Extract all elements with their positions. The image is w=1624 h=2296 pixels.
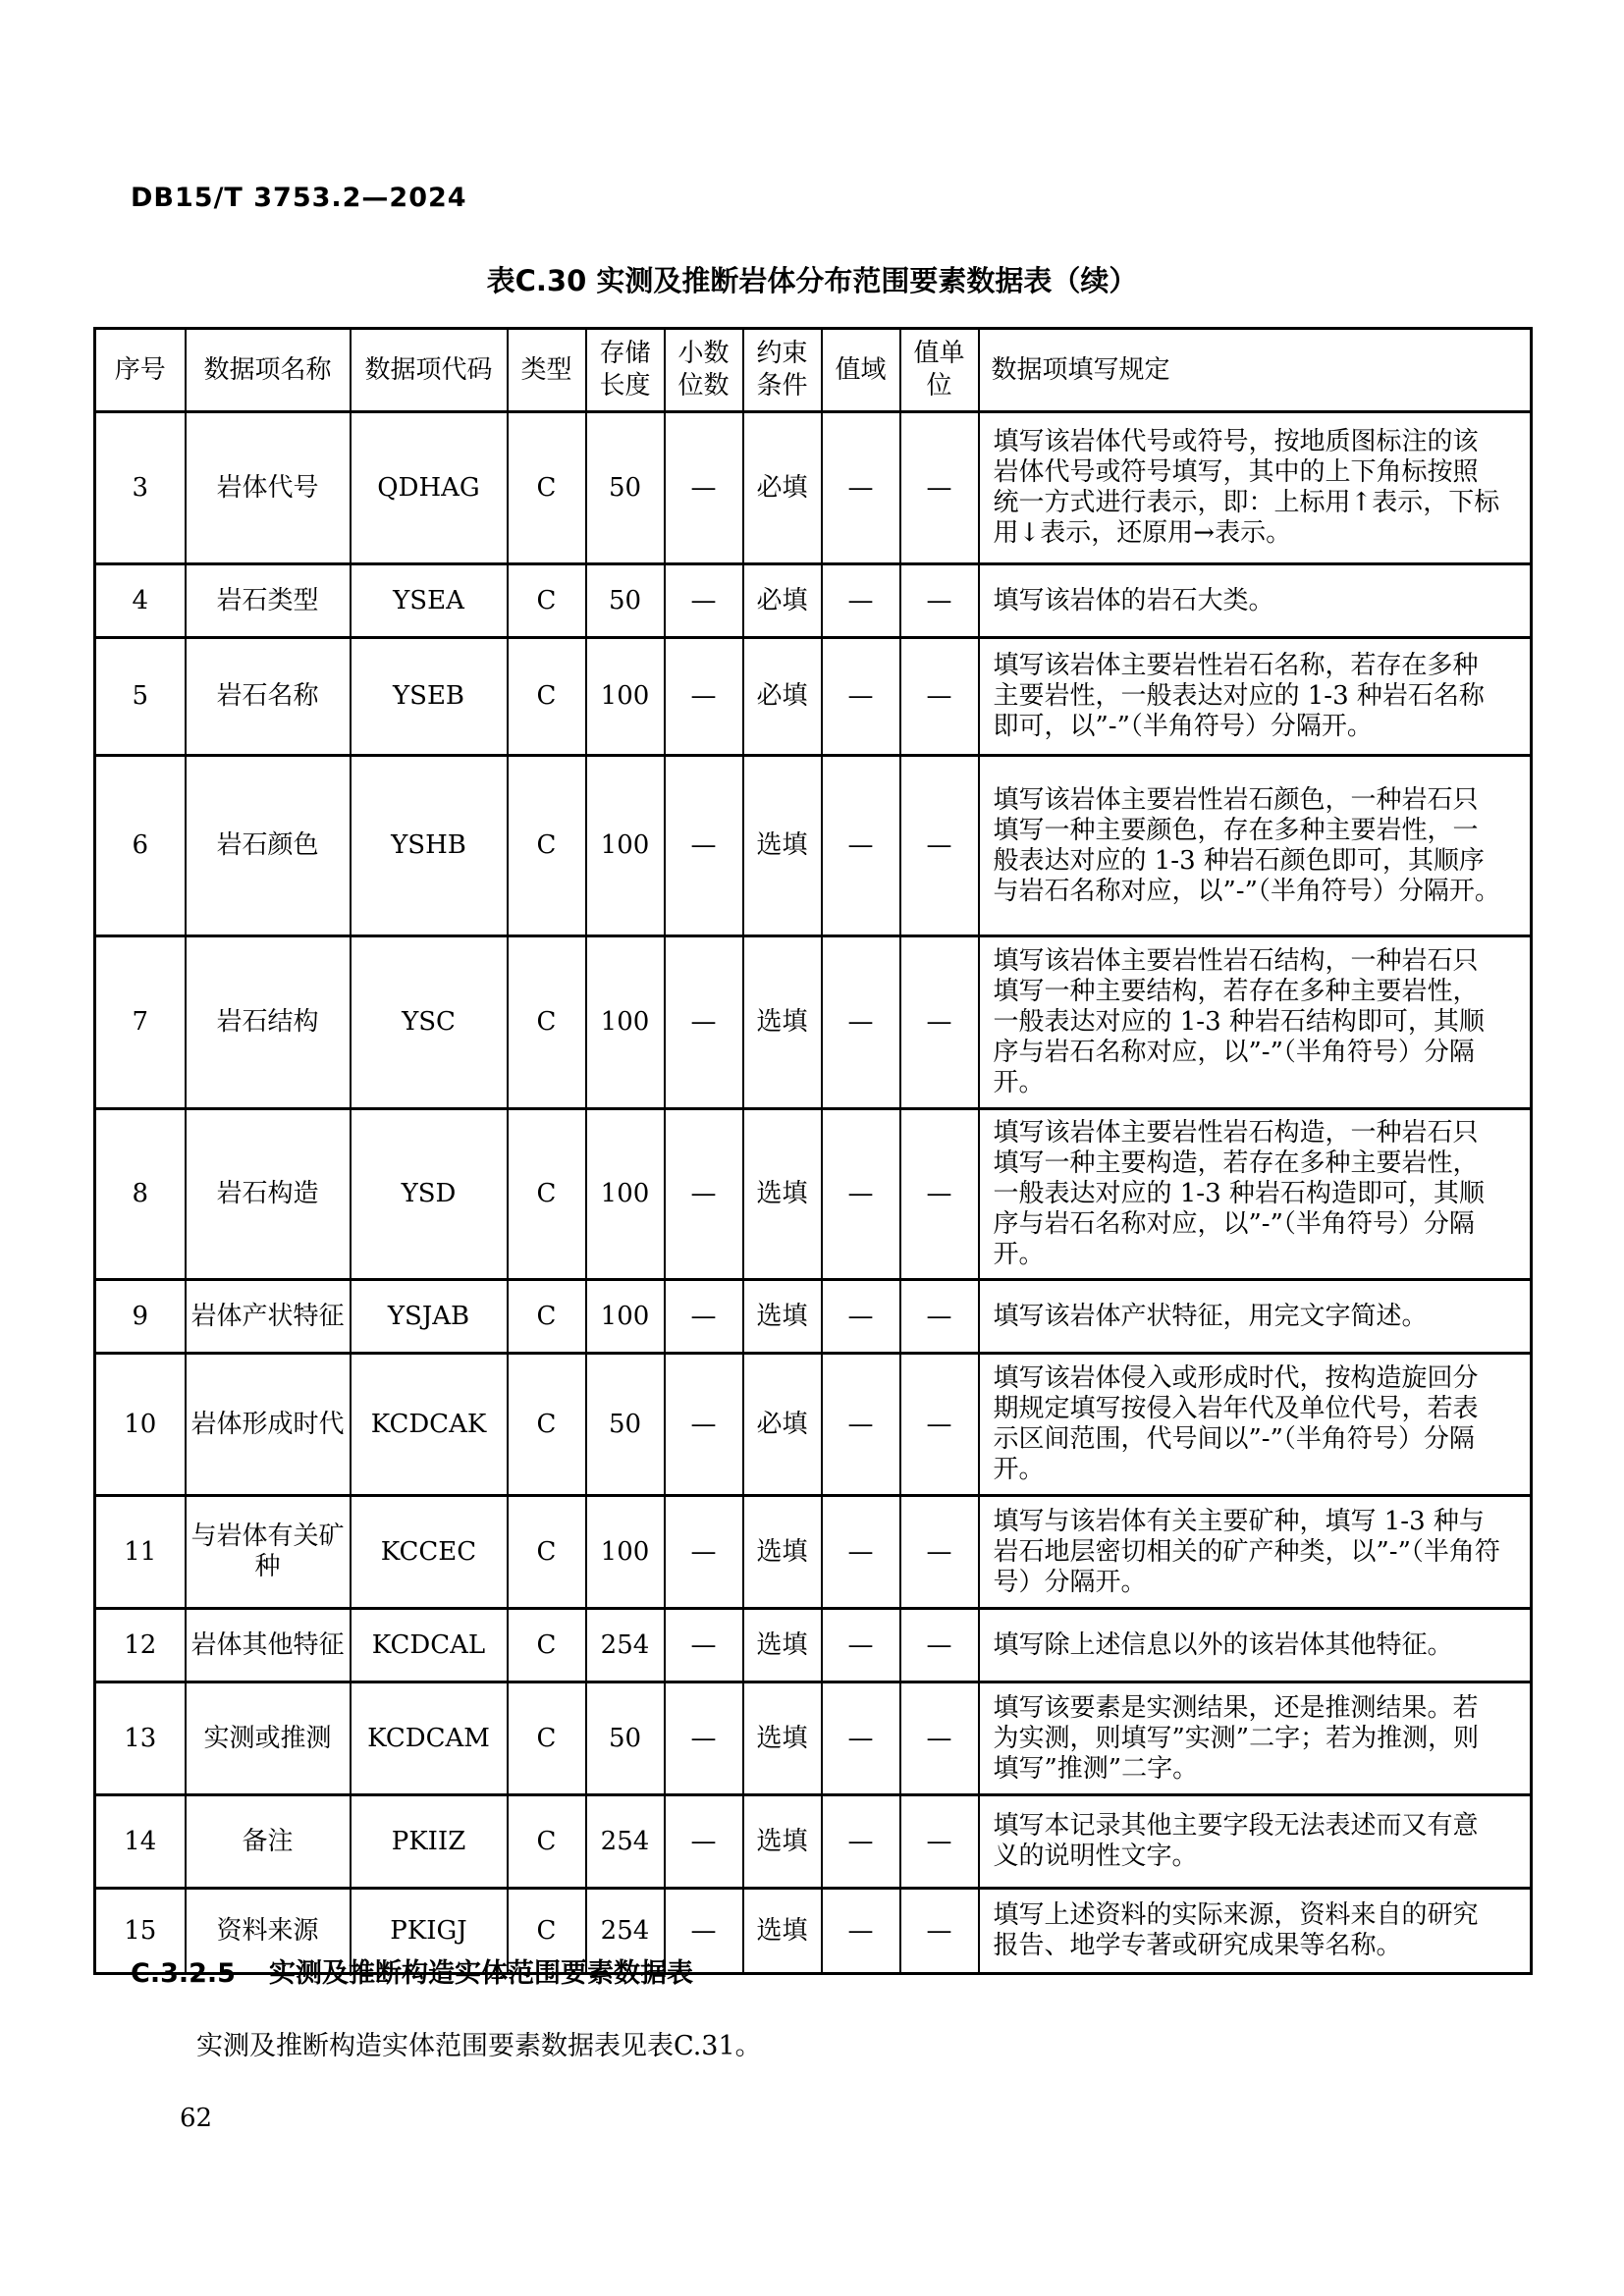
cell-name: 与岩体有关矿种 — [186, 1496, 351, 1609]
cell-constraint: 选填 — [743, 1795, 822, 1889]
cell-name: 岩体其他特征 — [186, 1609, 351, 1682]
cell-no: 15 — [95, 1889, 186, 1974]
body-paragraph: 实测及推断构造实体范围要素数据表见表C.31。 — [196, 2031, 762, 2061]
cell-rule: 填写该岩体主要岩性岩石构造，一种岩石只填写一种主要构造，若存在多种主要岩性，一般表达对应的 1-3 种岩石构造即可，其顺序与岩石名称对应，以”-”（半角符号）分隔开。 — [979, 1109, 1532, 1280]
cell-unit: — — [900, 1609, 979, 1682]
cell-name: 备注 — [186, 1795, 351, 1889]
cell-decimals: — — [665, 1354, 743, 1496]
cell-no: 10 — [95, 1354, 186, 1496]
column-header-domain: 值域 — [822, 329, 900, 412]
column-header-rule: 数据项填写规定 — [979, 329, 1532, 412]
cell-length: 50 — [586, 564, 665, 638]
cell-decimals: — — [665, 1795, 743, 1889]
cell-type: C — [508, 638, 586, 756]
cell-unit: — — [900, 936, 979, 1109]
cell-rule: 填写除上述信息以外的该岩体其他特征。 — [979, 1609, 1532, 1682]
cell-no: 11 — [95, 1496, 186, 1609]
cell-constraint: 必填 — [743, 564, 822, 638]
cell-constraint: 选填 — [743, 1682, 822, 1795]
cell-decimals: — — [665, 1889, 743, 1974]
cell-no: 3 — [95, 412, 186, 564]
cell-length: 254 — [586, 1795, 665, 1889]
cell-name: 岩石构造 — [186, 1109, 351, 1280]
cell-no: 4 — [95, 564, 186, 638]
cell-decimals: — — [665, 756, 743, 936]
table-row — [95, 1609, 1532, 1682]
cell-rule: 填写该岩体产状特征，用完文字简述。 — [979, 1280, 1532, 1354]
cell-length: 100 — [586, 756, 665, 936]
cell-rule: 填写与该岩体有关主要矿种，填写 1-3 种与岩石地层密切相关的矿产种类，以”-”（半角符号）分隔开。 — [979, 1496, 1532, 1609]
cell-constraint: 选填 — [743, 1889, 822, 1974]
cell-name: 岩体形成时代 — [186, 1354, 351, 1496]
cell-length: 100 — [586, 1280, 665, 1354]
cell-type: C — [508, 936, 586, 1109]
cell-code: YSJAB — [351, 1280, 508, 1354]
cell-code: KCCEC — [351, 1496, 508, 1609]
cell-name: 岩石颜色 — [186, 756, 351, 936]
cell-code: KCDCAL — [351, 1609, 508, 1682]
cell-type: C — [508, 1609, 586, 1682]
cell-code: YSEB — [351, 638, 508, 756]
cell-no: 8 — [95, 1109, 186, 1280]
table-row — [95, 1682, 1532, 1795]
cell-domain: — — [822, 1496, 900, 1609]
cell-name: 岩体产状特征 — [186, 1280, 351, 1354]
cell-unit: — — [900, 1354, 979, 1496]
column-header-type: 类型 — [508, 329, 586, 412]
cell-decimals: — — [665, 564, 743, 638]
cell-name: 岩石结构 — [186, 936, 351, 1109]
cell-rule: 填写本记录其他主要字段无法表述而又有意义的说明性文字。 — [979, 1795, 1532, 1889]
page-number: 62 — [180, 2104, 213, 2133]
table-title: 表C.30 实测及推断岩体分布范围要素数据表（续） — [486, 264, 1138, 297]
column-header-no: 序号 — [95, 329, 186, 412]
cell-type: C — [508, 564, 586, 638]
cell-rule: 填写该要素是实测结果，还是推测结果。若为实测，则填写”实测”二字；若为推测，则填写”推测”二字。 — [979, 1682, 1532, 1795]
cell-length: 50 — [586, 1354, 665, 1496]
cell-rule: 填写该岩体主要岩性岩石名称，若存在多种主要岩性，一般表达对应的 1-3 种岩石名称即可，以”-”（半角符号）分隔开。 — [979, 638, 1532, 756]
cell-decimals: — — [665, 412, 743, 564]
cell-no: 12 — [95, 1609, 186, 1682]
cell-name: 岩石名称 — [186, 638, 351, 756]
cell-constraint: 选填 — [743, 1609, 822, 1682]
table-body — [95, 412, 1532, 1974]
cell-code: YSHB — [351, 756, 508, 936]
cell-type: C — [508, 1795, 586, 1889]
cell-constraint: 选填 — [743, 1109, 822, 1280]
cell-constraint: 选填 — [743, 1280, 822, 1354]
column-header-name: 数据项名称 — [186, 329, 351, 412]
cell-constraint: 必填 — [743, 412, 822, 564]
table-row — [95, 756, 1532, 936]
cell-type: C — [508, 412, 586, 564]
cell-code: QDHAG — [351, 412, 508, 564]
cell-rule: 填写该岩体代号或符号，按地质图标注的该岩体代号或符号填写，其中的上下角标按照统一方式进行表示，即：上标用↑表示，下标用↓表示，还原用→表示。 — [979, 412, 1532, 564]
cell-decimals: — — [665, 1280, 743, 1354]
column-header-constraint: 约束条件 — [743, 329, 822, 412]
cell-length: 100 — [586, 1109, 665, 1280]
cell-constraint: 选填 — [743, 756, 822, 936]
section-number: C.3.2.5 — [131, 1958, 236, 1989]
cell-type: C — [508, 1496, 586, 1609]
cell-type: C — [508, 1280, 586, 1354]
cell-name: 资料来源 — [186, 1889, 351, 1974]
cell-decimals: — — [665, 1682, 743, 1795]
cell-decimals: — — [665, 936, 743, 1109]
table-row — [95, 412, 1532, 564]
cell-type: C — [508, 756, 586, 936]
cell-type: C — [508, 1354, 586, 1496]
table-row — [95, 936, 1532, 1109]
cell-no: 14 — [95, 1795, 186, 1889]
cell-no: 9 — [95, 1280, 186, 1354]
cell-code: PKIIZ — [351, 1795, 508, 1889]
cell-rule: 填写该岩体的岩石大类。 — [979, 564, 1532, 638]
table-row — [95, 1795, 1532, 1889]
cell-unit: — — [900, 638, 979, 756]
table-header-row — [95, 329, 1532, 412]
cell-decimals: — — [665, 1609, 743, 1682]
cell-unit: — — [900, 1889, 979, 1974]
cell-code: KCDCAK — [351, 1354, 508, 1496]
cell-code: YSD — [351, 1109, 508, 1280]
cell-rule: 填写该岩体主要岩性岩石结构，一种岩石只填写一种主要结构，若存在多种主要岩性，一般表达对应的 1-3 种岩石结构即可，其顺序与岩石名称对应，以”-”（半角符号）分隔开。 — [979, 936, 1532, 1109]
section-heading — [131, 1951, 693, 1990]
cell-unit: — — [900, 1109, 979, 1280]
cell-domain: — — [822, 1280, 900, 1354]
cell-decimals: — — [665, 1496, 743, 1609]
column-header-length: 存储长度 — [586, 329, 665, 412]
cell-unit: — — [900, 564, 979, 638]
cell-domain: — — [822, 756, 900, 936]
column-header-unit: 值单位 — [900, 329, 979, 412]
cell-no: 6 — [95, 756, 186, 936]
cell-length: 100 — [586, 1496, 665, 1609]
cell-code: YSC — [351, 936, 508, 1109]
cell-rule: 填写该岩体主要岩性岩石颜色，一种岩石只填写一种主要颜色，存在多种主要岩性，一般表达对应的 1-3 种岩石颜色即可，其顺序与岩石名称对应，以”-”（半角符号）分隔开。 — [979, 756, 1532, 936]
cell-unit: — — [900, 756, 979, 936]
cell-code: PKIGJ — [351, 1889, 508, 1974]
cell-type: C — [508, 1682, 586, 1795]
cell-decimals: — — [665, 638, 743, 756]
cell-length: 50 — [586, 412, 665, 564]
cell-no: 7 — [95, 936, 186, 1109]
column-header-code: 数据项代码 — [351, 329, 508, 412]
cell-unit: — — [900, 1795, 979, 1889]
table-row — [95, 1109, 1532, 1280]
data-table — [93, 327, 1533, 1975]
cell-no: 5 — [95, 638, 186, 756]
doc-code: DB15/T 3753.2—2024 — [131, 183, 467, 213]
cell-unit: — — [900, 412, 979, 564]
cell-type: C — [508, 1109, 586, 1280]
cell-unit: — — [900, 1682, 979, 1795]
cell-name: 岩体代号 — [186, 412, 351, 564]
cell-domain: — — [822, 1889, 900, 1974]
cell-domain: — — [822, 1682, 900, 1795]
table-row — [95, 1496, 1532, 1609]
cell-constraint: 必填 — [743, 638, 822, 756]
table-header — [95, 329, 1532, 412]
table-row — [95, 638, 1532, 756]
cell-domain: — — [822, 1609, 900, 1682]
cell-domain: — — [822, 412, 900, 564]
cell-length: 100 — [586, 638, 665, 756]
cell-name: 岩石类型 — [186, 564, 351, 638]
cell-code: YSEA — [351, 564, 508, 638]
table-row — [95, 1280, 1532, 1354]
cell-constraint: 选填 — [743, 1496, 822, 1609]
cell-unit: — — [900, 1280, 979, 1354]
column-header-decimals: 小数位数 — [665, 329, 743, 412]
cell-domain: — — [822, 1354, 900, 1496]
cell-constraint: 必填 — [743, 1354, 822, 1496]
cell-domain: — — [822, 564, 900, 638]
cell-type: C — [508, 1889, 586, 1974]
cell-length: 254 — [586, 1609, 665, 1682]
cell-code: KCDCAM — [351, 1682, 508, 1795]
cell-length: 100 — [586, 936, 665, 1109]
section-title: 实测及推断构造实体范围要素数据表 — [268, 1958, 693, 1989]
cell-length: 50 — [586, 1682, 665, 1795]
cell-constraint: 选填 — [743, 936, 822, 1109]
cell-name: 实测或推测 — [186, 1682, 351, 1795]
cell-domain: — — [822, 638, 900, 756]
cell-no: 13 — [95, 1682, 186, 1795]
table-row — [95, 1354, 1532, 1496]
cell-rule: 填写上述资料的实际来源，资料来自的研究报告、地学专著或研究成果等名称。 — [979, 1889, 1532, 1974]
cell-domain: — — [822, 1795, 900, 1889]
cell-length: 254 — [586, 1889, 665, 1974]
cell-decimals: — — [665, 1109, 743, 1280]
cell-rule: 填写该岩体侵入或形成时代，按构造旋回分期规定填写按侵入岩年代及单位代号，若表示区间范围，代号间以”-”（半角符号）分隔开。 — [979, 1354, 1532, 1496]
cell-domain: — — [822, 936, 900, 1109]
cell-domain: — — [822, 1109, 900, 1280]
cell-unit: — — [900, 1496, 979, 1609]
table-row — [95, 564, 1532, 638]
